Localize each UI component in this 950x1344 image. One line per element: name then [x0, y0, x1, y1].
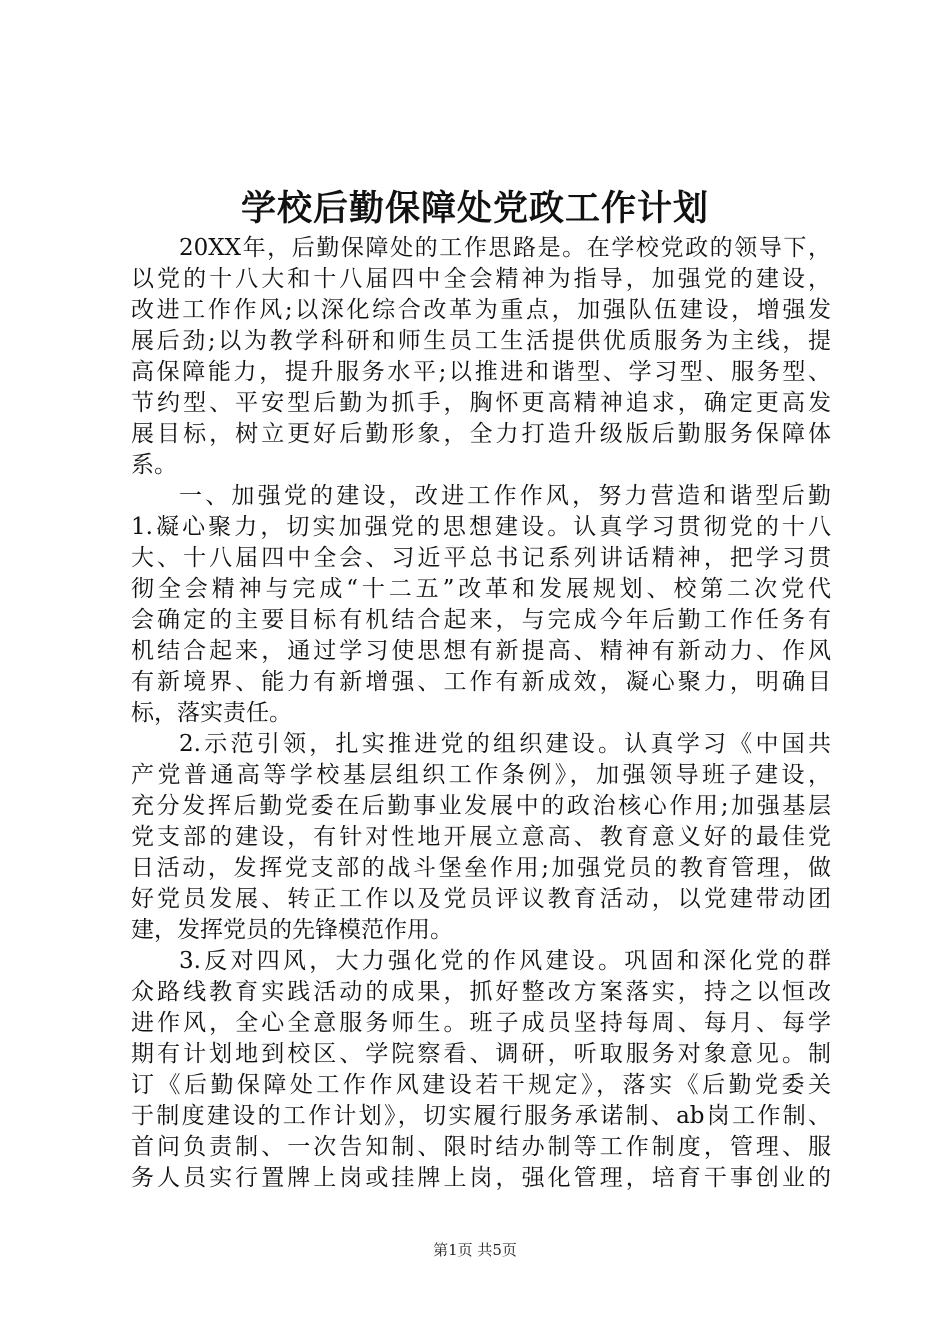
text-line: 系。	[131, 452, 177, 478]
text-line: 有新境界、能力有新增强、工作有新成效，凝心聚力，明确目	[131, 669, 831, 695]
text-line: 进作风，全心全意服务师生。班子成员坚持每周、每月、每学	[131, 1010, 831, 1036]
text-line: 务人员实行置牌上岗或挂牌上岗，强化管理，培育干事创业的	[131, 1165, 831, 1191]
page-footer: 第1页 共5页	[433, 1241, 517, 1259]
text-line: 大、十八届四中全会、习近平总书记系列讲话精神，把学习贯	[131, 545, 831, 571]
text-line: 1.凝心聚力，切实加强党的思想建设。认真学习贯彻党的十八	[131, 514, 831, 540]
text-line: 改进工作作风;以深化综合改革为重点，加强队伍建设，增强发	[131, 297, 831, 323]
document-body	[131, 233, 831, 1194]
text-line: 众路线教育实践活动的成果，抓好整改方案落实，持之以恒改	[131, 979, 831, 1005]
text-line: 2.示范引领，扎实推进党的组织建设。认真学习《中国共	[179, 731, 831, 757]
text-line: 产党普通高等学校基层组织工作条例》，加强领导班子建设，	[131, 762, 831, 788]
text-line: 一、加强党的建设，改进工作作风，努力营造和谐型后勤	[179, 483, 831, 509]
text-line: 节约型、平安型后勤为抓手，胸怀更高精神追求，确定更高发	[131, 390, 831, 416]
text-line: 首问负责制、一次告知制、限时结办制等工作制度，管理、服	[131, 1134, 831, 1160]
text-line: 于制度建设的工作计划》，切实履行服务承诺制、ab岗工作制、	[131, 1103, 831, 1129]
text-line: 20XX年，后勤保障处的工作思路是。在学校党政的领导下，	[179, 235, 831, 261]
text-line: 建，发挥党员的先锋模范作用。	[131, 917, 453, 943]
text-line: 机结合起来，通过学习使思想有新提高、精神有新动力、作风	[131, 638, 831, 664]
text-line: 好党员发展、转正工作以及党员评议教育活动，以党建带动团	[131, 886, 831, 912]
text-line: 充分发挥后勤党委在后勤事业发展中的政治核心作用;加强基层	[131, 793, 831, 819]
text-line: 会确定的主要目标有机结合起来，与完成今年后勤工作任务有	[131, 607, 831, 633]
text-line: 订《后勤保障处工作作风建设若干规定》，落实《后勤党委关	[131, 1072, 831, 1098]
text-line: 党支部的建设，有针对性地开展立意高、教育意义好的最佳党	[131, 824, 831, 850]
text-line: 彻全会精神与完成“十二五”改革和发展规划、校第二次党代	[131, 576, 831, 602]
text-line: 3.反对四风，大力强化党的作风建设。巩固和深化党的群	[179, 948, 831, 974]
page-title: 学校后勤保障处党政工作计划	[240, 188, 709, 229]
text-line: 日活动，发挥党支部的战斗堡垒作用;加强党员的教育管理，做	[131, 855, 831, 881]
text-line: 高保障能力，提升服务水平;以推进和谐型、学习型、服务型、	[131, 359, 831, 385]
text-line: 以党的十八大和十八届四中全会精神为指导，加强党的建设，	[131, 266, 831, 292]
text-line: 标，落实责任。	[131, 700, 292, 726]
text-line: 展后劲;以为教学科研和师生员工生活提供优质服务为主线，提	[131, 328, 831, 354]
text-line: 期有计划地到校区、学院察看、调研，听取服务对象意见。制	[131, 1041, 831, 1067]
text-line: 展目标，树立更好后勤形象，全力打造升级版后勤服务保障体	[131, 421, 831, 447]
